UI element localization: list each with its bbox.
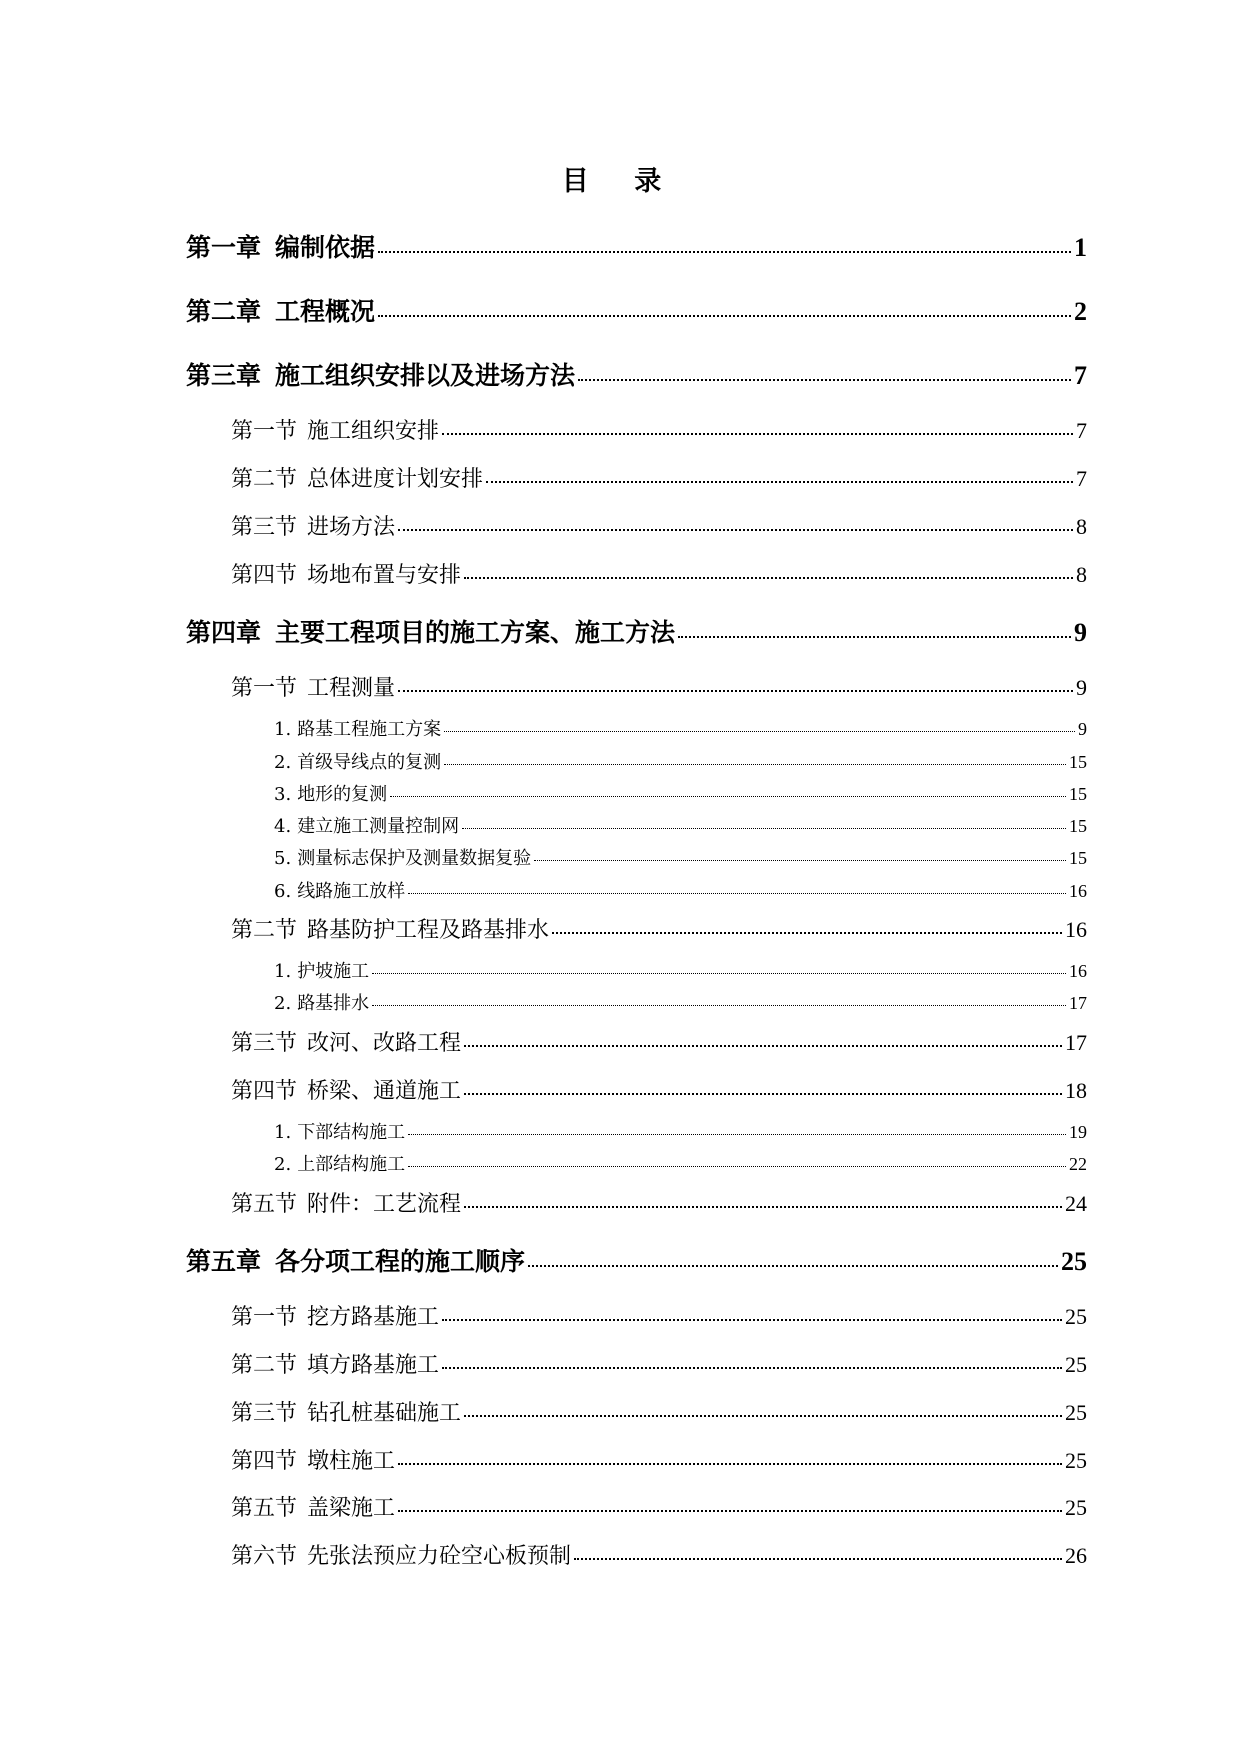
toc-text: 建立施工测量控制网 bbox=[297, 816, 460, 837]
dot-leader bbox=[444, 730, 1075, 732]
toc-page-number: 9 bbox=[1074, 618, 1087, 647]
toc-number: 第三节 bbox=[231, 515, 298, 540]
dot-leader bbox=[578, 378, 1071, 381]
toc-item[interactable] bbox=[274, 781, 1087, 807]
toc-section[interactable] bbox=[231, 1188, 1087, 1220]
toc-item[interactable] bbox=[274, 990, 1087, 1016]
toc-number: 2. bbox=[274, 752, 292, 773]
toc-page-number: 1 bbox=[1074, 233, 1087, 262]
toc-text: 路基工程施工方案 bbox=[297, 719, 442, 740]
toc-page-number: 8 bbox=[1076, 514, 1087, 539]
dot-leader bbox=[552, 931, 1062, 934]
toc-number: 第一章 bbox=[186, 233, 262, 262]
toc-number: 4. bbox=[274, 816, 292, 837]
toc-section[interactable] bbox=[231, 1540, 1087, 1572]
toc-number: 第一节 bbox=[231, 676, 298, 701]
toc-number: 第一节 bbox=[231, 419, 298, 444]
dot-leader bbox=[534, 859, 1066, 861]
toc-chapter[interactable] bbox=[186, 358, 1087, 394]
toc-section[interactable] bbox=[231, 1445, 1087, 1477]
toc-text: 地形的复测 bbox=[297, 784, 388, 805]
toc-section[interactable] bbox=[231, 1492, 1087, 1524]
toc-page-number: 16 bbox=[1065, 917, 1087, 942]
dot-leader bbox=[372, 972, 1066, 974]
dot-leader bbox=[574, 1557, 1062, 1560]
dot-leader bbox=[408, 1165, 1066, 1167]
toc-page-number: 22 bbox=[1069, 1154, 1087, 1174]
toc-section[interactable] bbox=[231, 415, 1087, 447]
toc-page-number: 25 bbox=[1065, 1304, 1087, 1329]
toc-text: 施工组织安排 bbox=[307, 419, 440, 444]
toc-page-number: 2 bbox=[1074, 297, 1087, 326]
dot-leader bbox=[444, 763, 1066, 765]
toc-number: 1. bbox=[274, 719, 292, 740]
toc-page-number: 9 bbox=[1078, 719, 1087, 739]
dot-leader bbox=[464, 1205, 1062, 1208]
toc-item[interactable] bbox=[274, 1151, 1087, 1177]
dot-leader bbox=[442, 1318, 1062, 1321]
dot-leader bbox=[464, 1044, 1062, 1047]
toc-number: 1. bbox=[274, 961, 292, 982]
toc-text: 钻孔桩基础施工 bbox=[307, 1401, 462, 1426]
toc-text: 各分项工程的施工顺序 bbox=[275, 1247, 526, 1276]
toc-section[interactable] bbox=[231, 1397, 1087, 1429]
toc-section[interactable] bbox=[231, 463, 1087, 495]
toc-text: 桥梁、通道施工 bbox=[307, 1079, 462, 1104]
dot-leader bbox=[486, 480, 1073, 483]
dot-leader bbox=[464, 1092, 1062, 1095]
toc-page-number: 17 bbox=[1065, 1030, 1087, 1055]
toc-number: 第五节 bbox=[231, 1192, 298, 1217]
dot-leader bbox=[464, 576, 1073, 579]
toc-section[interactable] bbox=[231, 672, 1087, 704]
toc-page-number: 7 bbox=[1074, 361, 1087, 390]
toc-page-number: 8 bbox=[1076, 562, 1087, 587]
toc-section[interactable] bbox=[231, 511, 1087, 543]
dot-leader bbox=[398, 689, 1073, 692]
toc-text: 线路施工放样 bbox=[297, 881, 406, 902]
toc-section[interactable] bbox=[231, 559, 1087, 591]
dot-leader bbox=[398, 1462, 1062, 1465]
dot-leader bbox=[408, 892, 1066, 894]
dot-leader bbox=[678, 635, 1071, 638]
toc-number: 6. bbox=[274, 881, 292, 902]
toc-section[interactable] bbox=[231, 914, 1087, 946]
dot-leader bbox=[462, 827, 1066, 829]
toc-number: 第四节 bbox=[231, 563, 298, 588]
toc-number: 2. bbox=[274, 993, 292, 1014]
toc-chapter[interactable] bbox=[186, 615, 1087, 651]
toc-text: 工程测量 bbox=[307, 676, 396, 701]
toc-page-number: 9 bbox=[1076, 675, 1087, 700]
toc-number: 1. bbox=[274, 1122, 292, 1143]
toc-text: 先张法预应力砼空心板预制 bbox=[307, 1544, 572, 1569]
toc-page-number: 24 bbox=[1065, 1191, 1087, 1216]
toc-page-number: 7 bbox=[1076, 466, 1087, 491]
toc-text: 进场方法 bbox=[307, 515, 396, 540]
toc-number: 2. bbox=[274, 1154, 292, 1175]
toc-text: 附件：工艺流程 bbox=[307, 1192, 462, 1217]
toc-number: 第三节 bbox=[231, 1031, 298, 1056]
toc-text: 总体进度计划安排 bbox=[307, 467, 484, 492]
toc-text: 测量标志保护及测量数据复验 bbox=[297, 848, 532, 869]
toc-page-number: 7 bbox=[1076, 418, 1087, 443]
toc-text: 墩柱施工 bbox=[307, 1449, 396, 1474]
toc-page-number: 25 bbox=[1061, 1247, 1087, 1276]
toc-number: 第一节 bbox=[231, 1305, 298, 1330]
toc-section[interactable] bbox=[231, 1301, 1087, 1333]
toc-text: 场地布置与安排 bbox=[307, 563, 462, 588]
dot-leader bbox=[398, 528, 1073, 531]
toc-page-number: 15 bbox=[1069, 816, 1087, 836]
toc-number: 第二节 bbox=[231, 918, 298, 943]
dot-leader bbox=[408, 1133, 1066, 1135]
toc-text: 工程概况 bbox=[275, 297, 376, 326]
toc-text: 改河、改路工程 bbox=[307, 1031, 462, 1056]
toc-page-number: 26 bbox=[1065, 1543, 1087, 1568]
toc-page-number: 25 bbox=[1065, 1448, 1087, 1473]
toc-number: 5. bbox=[274, 848, 292, 869]
toc-page-number: 15 bbox=[1069, 752, 1087, 772]
toc-text: 首级导线点的复测 bbox=[297, 752, 442, 773]
toc-text: 施工组织安排以及进场方法 bbox=[275, 361, 576, 390]
toc-item[interactable] bbox=[274, 878, 1087, 904]
toc-number: 第二节 bbox=[231, 467, 298, 492]
toc-chapter[interactable] bbox=[186, 230, 1087, 266]
toc-page-number: 15 bbox=[1069, 784, 1087, 804]
toc-text: 护坡施工 bbox=[297, 961, 370, 982]
toc-section[interactable] bbox=[231, 1075, 1087, 1107]
toc-page-number: 18 bbox=[1065, 1078, 1087, 1103]
dot-leader bbox=[442, 1366, 1062, 1369]
toc-text: 编制依据 bbox=[275, 233, 376, 262]
toc-text: 挖方路基施工 bbox=[307, 1305, 440, 1330]
toc-number: 3. bbox=[274, 784, 292, 805]
toc-item[interactable] bbox=[274, 845, 1087, 871]
toc-section[interactable] bbox=[231, 1349, 1087, 1381]
toc-item[interactable] bbox=[274, 749, 1087, 775]
toc-number: 第四节 bbox=[231, 1079, 298, 1104]
toc-chapter[interactable] bbox=[186, 294, 1087, 330]
toc-number: 第二章 bbox=[186, 297, 262, 326]
dot-leader bbox=[378, 314, 1071, 317]
toc-section[interactable] bbox=[231, 1027, 1087, 1059]
toc-number: 第三章 bbox=[186, 361, 262, 390]
toc-text: 上部结构施工 bbox=[297, 1154, 406, 1175]
toc-number: 第四章 bbox=[186, 618, 262, 647]
toc-text: 路基防护工程及路基排水 bbox=[307, 918, 550, 943]
toc-page-number: 19 bbox=[1069, 1122, 1087, 1142]
toc-item[interactable] bbox=[274, 1119, 1087, 1145]
toc-chapter[interactable] bbox=[186, 1244, 1087, 1280]
toc-number: 第六节 bbox=[231, 1544, 298, 1569]
toc-number: 第四节 bbox=[231, 1449, 298, 1474]
toc-number: 第五章 bbox=[186, 1247, 262, 1276]
toc-page-number: 17 bbox=[1069, 993, 1087, 1013]
dot-leader bbox=[398, 1509, 1062, 1512]
toc-title: 目 录 bbox=[561, 166, 680, 197]
dot-leader bbox=[390, 795, 1066, 797]
toc-page-number: 25 bbox=[1065, 1352, 1087, 1377]
toc-text: 路基排水 bbox=[297, 993, 370, 1014]
toc-page-number: 25 bbox=[1065, 1495, 1087, 1520]
dot-leader bbox=[372, 1004, 1066, 1006]
toc-number: 第三节 bbox=[231, 1401, 298, 1426]
toc-page-number: 16 bbox=[1069, 961, 1087, 981]
dot-leader bbox=[528, 1264, 1058, 1267]
toc-text: 填方路基施工 bbox=[307, 1353, 440, 1378]
toc-item[interactable] bbox=[274, 813, 1087, 839]
dot-leader bbox=[442, 432, 1073, 435]
toc-text: 盖梁施工 bbox=[307, 1496, 396, 1521]
toc-number: 第五节 bbox=[231, 1496, 298, 1521]
toc-page-number: 15 bbox=[1069, 848, 1087, 868]
toc-text: 主要工程项目的施工方案、施工方法 bbox=[275, 618, 676, 647]
toc-page-number: 25 bbox=[1065, 1400, 1087, 1425]
toc-text: 下部结构施工 bbox=[297, 1122, 406, 1143]
dot-leader bbox=[464, 1414, 1062, 1417]
dot-leader bbox=[378, 250, 1071, 253]
toc-number: 第二节 bbox=[231, 1353, 298, 1378]
toc-item[interactable] bbox=[274, 716, 1087, 742]
toc-page-number: 16 bbox=[1069, 881, 1087, 901]
toc-item[interactable] bbox=[274, 958, 1087, 984]
